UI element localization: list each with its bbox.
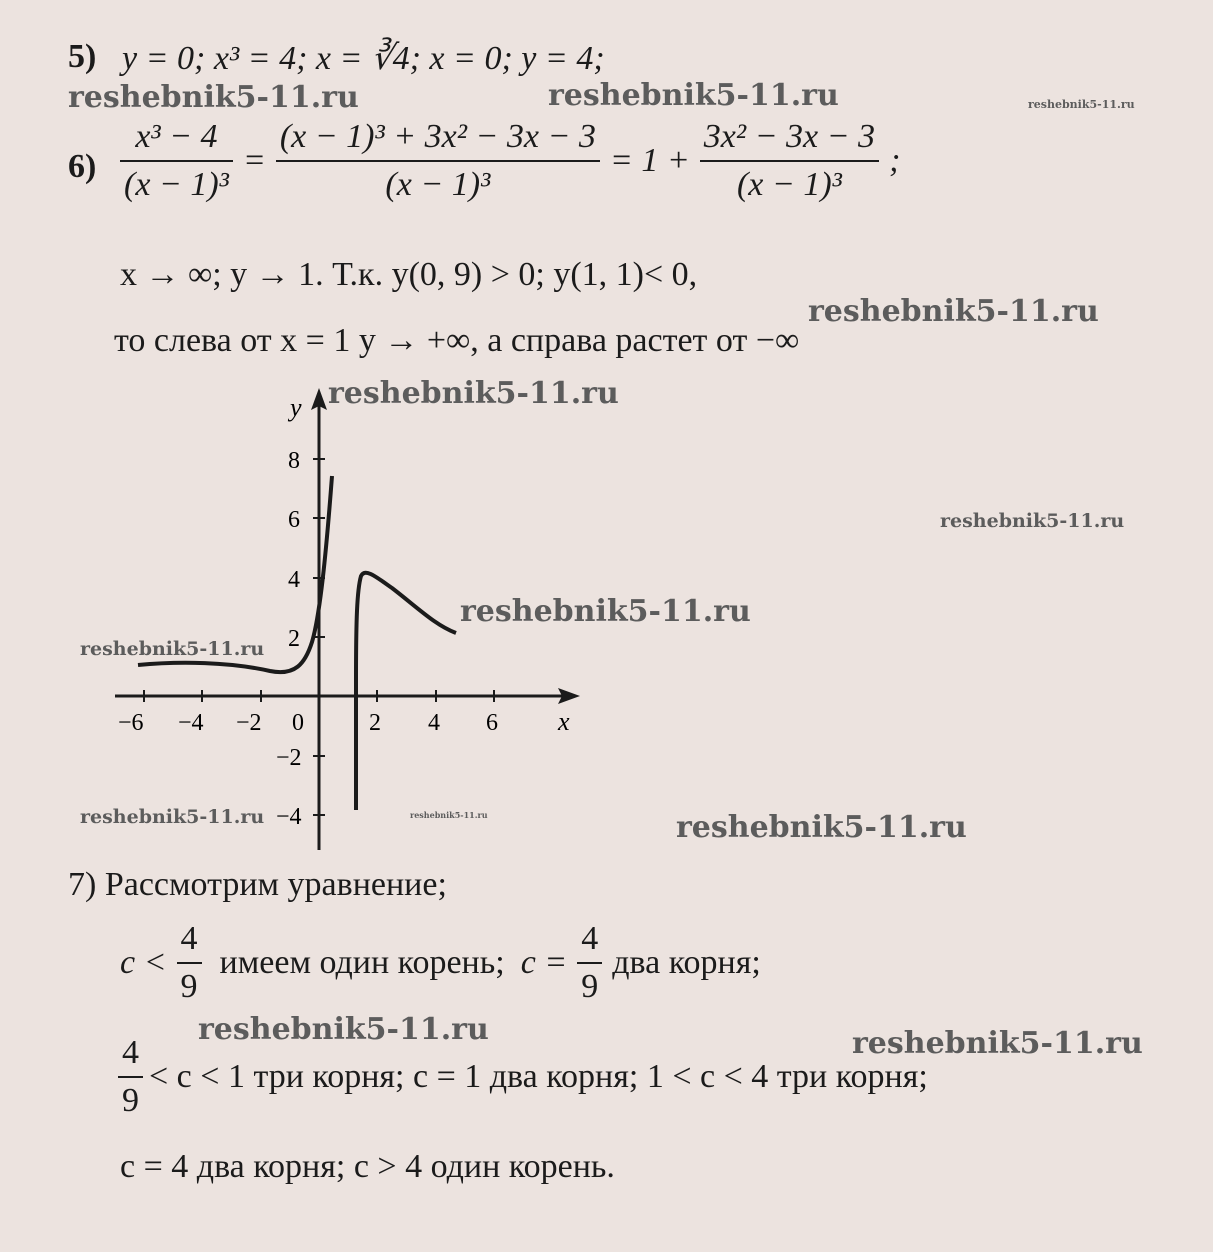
fraction-1 <box>120 118 233 204</box>
watermark: reshebnik5-11.ru <box>80 806 265 828</box>
item-5-equations: y = 0; x³ = 4; x = ∛4; x = 0; y = 4; <box>122 40 605 77</box>
fraction-denominator: 9 <box>122 1082 139 1119</box>
y-tick-label: 2 <box>288 626 300 652</box>
x-tick-label: 0 <box>292 710 304 736</box>
watermark: reshebnik5-11.ru <box>676 810 967 845</box>
watermark: reshebnik5-11.ru <box>460 594 751 629</box>
limit-statement: x → ∞; y → 1. Т.к. y(0, 9) > 0; y(1, 1)< 0, <box>120 256 698 293</box>
watermark: reshebnik5-11.ru <box>852 1026 1143 1061</box>
fraction-2-denominator: (x − 1)³ <box>385 166 491 203</box>
fraction-four-ninths <box>177 920 202 1006</box>
fraction-1-numerator: x³ − 4 <box>135 118 218 155</box>
fraction-3-numerator: 3x² − 3x − 3 <box>703 118 876 155</box>
equals-one-plus: = 1 + <box>609 142 690 179</box>
y-tick-label: 8 <box>288 448 300 474</box>
item-5-number: 5) <box>68 38 97 75</box>
fraction-2 <box>276 118 600 204</box>
condition-c-equal: c = <box>520 944 568 981</box>
fraction-numerator: 4 <box>122 1034 139 1071</box>
equals-sign: = <box>242 142 266 179</box>
watermark: reshebnik5-11.ru <box>808 294 1099 329</box>
x-tick-label: −6 <box>118 710 144 736</box>
y-tick-label: −4 <box>276 804 302 830</box>
watermark: reshebnik5-11.ru <box>940 510 1125 532</box>
x-tick-label: 4 <box>428 710 440 736</box>
fraction-1-denominator: (x − 1)³ <box>124 166 229 203</box>
y-tick-label: 6 <box>288 507 300 533</box>
asymptote-statement: то слева от x = 1 y → +∞, а справа растет от −∞ <box>114 322 800 359</box>
x-tick-label: 6 <box>486 710 498 736</box>
fraction-3 <box>700 118 879 204</box>
two-roots-text: два корня; <box>612 944 761 981</box>
fraction-four-ninths-3 <box>118 1034 143 1120</box>
fraction-2-numerator: (x − 1)³ + 3x² − 3x − 3 <box>279 118 596 155</box>
y-tick-label: 4 <box>288 567 300 593</box>
watermark: reshebnik5-11.ru <box>410 810 488 820</box>
watermark: reshebnik5-11.ru <box>328 376 619 411</box>
item-7-heading: 7) Рассмотрим уравнение; <box>68 866 447 903</box>
fraction-numerator: 4 <box>581 920 599 957</box>
fraction-denominator: 9 <box>581 968 599 1005</box>
fraction-denominator: 9 <box>180 968 198 1005</box>
x-tick-label: −2 <box>236 710 262 736</box>
case-row-1 <box>120 920 761 1006</box>
y-axis-label: y <box>290 393 302 422</box>
x-tick-label: 2 <box>369 710 381 736</box>
condition-c-less: c < <box>120 944 167 981</box>
y-tick-label: −2 <box>276 745 302 771</box>
item-6-expression <box>120 118 900 204</box>
fraction-numerator: 4 <box>180 920 198 957</box>
curve-right-branch <box>356 573 456 810</box>
one-root-text: имеем один корень; <box>219 944 505 981</box>
x-axis-label: x <box>558 707 570 736</box>
case-row-3: c = 4 два корня; c > 4 один корень. <box>120 1148 615 1185</box>
watermark: reshebnik5-11.ru <box>68 80 359 115</box>
watermark: reshebnik5-11.ru <box>80 638 265 660</box>
watermark: reshebnik5-11.ru <box>198 1012 489 1047</box>
x-tick-label: −4 <box>178 710 204 736</box>
semicolon: ; <box>889 142 901 179</box>
three-roots-cases: < c < 1 три корня; c = 1 два корня; 1 < c < 4 три корня; <box>149 1058 928 1095</box>
fraction-four-ninths-2 <box>577 920 602 1006</box>
watermark: reshebnik5-11.ru <box>548 78 839 113</box>
item-6-number: 6) <box>68 148 97 185</box>
fraction-3-denominator: (x − 1)³ <box>736 166 842 203</box>
watermark: reshebnik5-11.ru <box>1028 98 1135 111</box>
